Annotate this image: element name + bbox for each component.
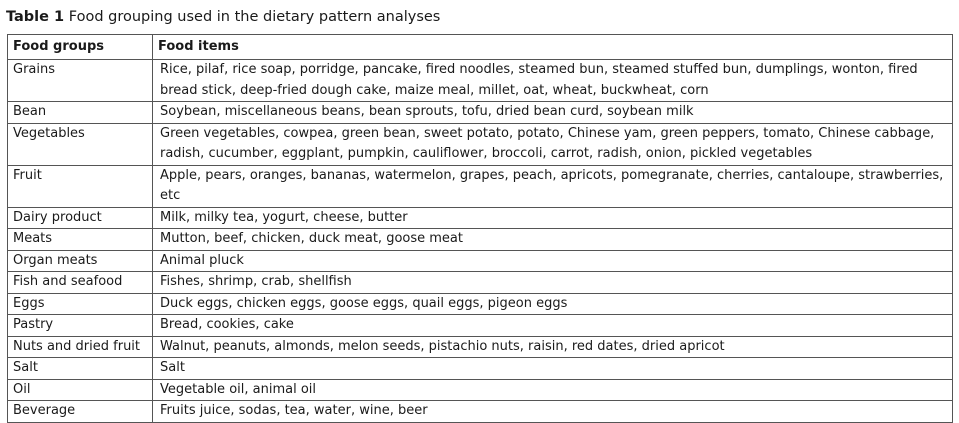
header-food-items: Food items [153,35,953,60]
food-group-cell: Oil [8,379,153,401]
food-group-cell: Bean [8,102,153,124]
table-row [8,207,953,229]
table-row [8,358,953,380]
food-group-cell: Vegetables [8,123,153,165]
food-items-cell: Milk, milky tea, yogurt, cheese, butter [153,207,953,229]
food-group-cell: Beverage [8,401,153,423]
food-items-cell: Walnut, peanuts, almonds, melon seeds, pistachio nuts, raisin, red dates, dried apricot [153,336,953,358]
food-group-cell: Fruit [8,165,153,207]
food-items-cell: Soybean, miscellaneous beans, bean sprouts, tofu, dried bean curd, soybean milk [153,102,953,124]
food-items-cell: Fruits juice, sodas, tea, water, wine, beer [153,401,953,423]
table-row [8,272,953,294]
table-caption-text: Food grouping used in the dietary pattern analyses [68,9,441,25]
food-group-cell: Grains [8,60,153,102]
table-row [8,379,953,401]
food-group-cell: Meats [8,229,153,251]
table-row [8,60,953,102]
table-row [8,229,953,251]
food-group-cell: Fish and seafood [8,272,153,294]
food-items-cell: Animal pluck [153,250,953,272]
table-header-row [8,35,953,60]
table-row [8,315,953,337]
food-items-cell: Green vegetables, cowpea, green bean, sweet potato, potato, Chinese yam, green peppers, tomato, Chinese cabbage, radish, cucumber, eggplant, pumpkin, cauliflower, broccoli, carrot, radish, onion, pickled vegetables [153,123,953,165]
food-items-cell: Salt [153,358,953,380]
table-caption [6,8,440,26]
table-row [8,401,953,423]
food-group-cell: Dairy product [8,207,153,229]
food-group-cell: Organ meats [8,250,153,272]
food-items-cell: Duck eggs, chicken eggs, goose eggs, quail eggs, pigeon eggs [153,293,953,315]
food-items-cell: Mutton, beef, chicken, duck meat, goose meat [153,229,953,251]
food-group-cell: Eggs [8,293,153,315]
food-group-cell: Pastry [8,315,153,337]
food-items-cell: Fishes, shrimp, crab, shellfish [153,272,953,294]
table-row [8,250,953,272]
table-row [8,165,953,207]
food-items-cell: Vegetable oil, animal oil [153,379,953,401]
table-caption-label: Table 1 [6,9,65,25]
header-food-groups: Food groups [8,35,153,60]
food-items-cell: Rice, pilaf, rice soap, porridge, pancake, fired noodles, steamed bun, steamed stuffed bun, dumplings, wonton, fired bread stick, deep-fried dough cake, maize meal, millet, oat, wheat, buckwheat, corn [153,60,953,102]
food-grouping-table [7,34,953,423]
food-group-cell: Salt [8,358,153,380]
table-row [8,336,953,358]
food-group-cell: Nuts and dried fruit [8,336,153,358]
table-row [8,102,953,124]
table-row [8,123,953,165]
food-items-cell: Bread, cookies, cake [153,315,953,337]
table-row [8,293,953,315]
food-items-cell: Apple, pears, oranges, bananas, watermelon, grapes, peach, apricots, pomegranate, cherries, cantaloupe, strawberries, etc [153,165,953,207]
